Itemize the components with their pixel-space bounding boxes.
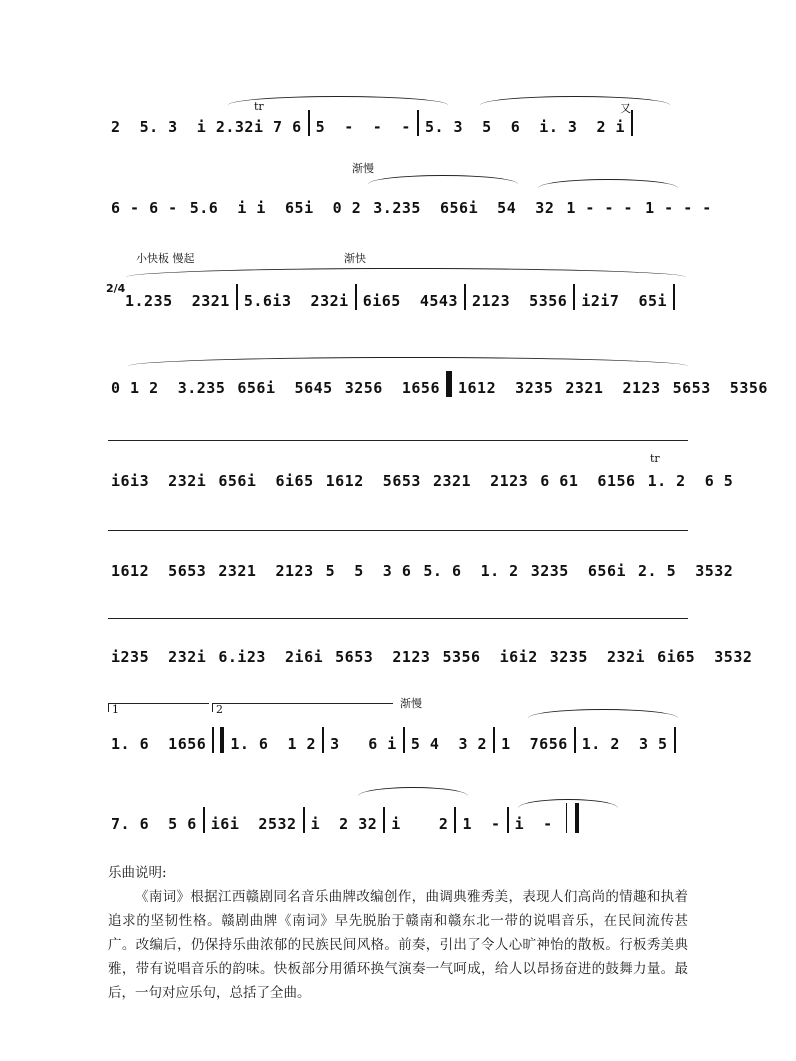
barline [417, 110, 419, 136]
measure: 2321 2123 [432, 472, 529, 490]
time-signature: 2/4 [106, 282, 126, 295]
barline [308, 110, 310, 136]
measure: 5356 i6i2 [442, 648, 538, 666]
measure: i6i3 232i [111, 472, 207, 490]
tempo-mark: 渐慢 [352, 162, 374, 175]
measure: 5 - - - [315, 118, 411, 136]
tempo-mark: 渐慢 [400, 697, 422, 710]
measure: 6 61 6156 [540, 472, 636, 490]
music-explanation [108, 861, 688, 1005]
measure: 1. 6 1 2 [230, 735, 317, 753]
measure: 3.235 656i 54 32 [373, 199, 555, 217]
score-line-6 [108, 538, 734, 588]
barline [303, 807, 305, 833]
measure: 6i65 3532 [657, 648, 753, 666]
volta-1-label: 1 [112, 703, 119, 716]
repeat-barline [446, 371, 452, 397]
measure: 1612 5653 [111, 562, 207, 580]
slur [528, 709, 678, 720]
measure: 1 - [462, 815, 501, 833]
measure: 1 - - - [566, 199, 634, 217]
volta-1-bracket [108, 703, 209, 712]
measure: 1612 5653 [325, 472, 421, 490]
score-line-9 [108, 785, 688, 840]
score-line-3 [108, 250, 688, 310]
measure: 1.235 2321 [125, 292, 230, 310]
slur [368, 175, 518, 186]
measure: 5 4 3 2 [410, 735, 488, 753]
barline [355, 284, 357, 310]
score-line-8 [108, 695, 688, 765]
barline [574, 727, 576, 753]
you-mark: 又 [620, 102, 631, 115]
measure: 5. 3 5 6 i. 3 2 i [424, 118, 626, 136]
barline [493, 727, 495, 753]
measure: 2123 5356 [472, 292, 568, 310]
barline [383, 807, 385, 833]
volta-2-label: 2 [216, 703, 223, 716]
measure: 6i65 4543 [362, 292, 458, 310]
measure: 3256 1656 [344, 379, 440, 397]
measure: 2321 2123 [218, 562, 314, 580]
tempo-mark: 渐快 [344, 252, 366, 265]
trill-mark: tr [650, 452, 660, 465]
phrase-rule [108, 440, 688, 441]
measure: i2i7 65i [581, 292, 668, 310]
trill-mark: tr [254, 100, 264, 113]
volta-2-bracket [212, 703, 393, 712]
barline [203, 807, 205, 833]
measure: 5 5 3 6 [325, 562, 412, 580]
slur [126, 268, 686, 279]
score-line-1 [108, 100, 688, 140]
measure: 656i 6i65 [218, 472, 314, 490]
measure: 5. 6 1. 2 [423, 562, 519, 580]
barline [403, 727, 405, 753]
measure: 5653 2123 [335, 648, 431, 666]
measure: 0 1 2 3.235 [111, 379, 226, 397]
measure: 5.6 i i 65i 0 2 [189, 199, 362, 217]
measure: i 2 32 [310, 815, 378, 833]
score-line-7 [108, 626, 753, 676]
measure: i6i 2532 [210, 815, 297, 833]
measure: 1 - - - [645, 199, 712, 217]
measure: 5.6i3 232i [243, 292, 349, 310]
score-line-4 [108, 355, 768, 405]
phrase-rule [108, 618, 688, 619]
barline [573, 284, 575, 310]
measure: 2. 5 3532 [638, 562, 734, 580]
final-barline [566, 803, 579, 833]
measure: 656i 5645 [237, 379, 333, 397]
measure: 2 5. 3 i 2.32i 7 6 [111, 118, 302, 136]
measure: i 2 [391, 815, 449, 833]
measure: i - [514, 815, 553, 833]
measure: 7. 6 5 6 [111, 815, 197, 833]
barline [454, 807, 456, 833]
measure: 1 7656 [501, 735, 568, 753]
repeat-end-barline [212, 727, 224, 753]
barline [631, 110, 633, 136]
measure: 1. 2 3 5 [581, 735, 668, 753]
barline [322, 727, 324, 753]
barline [674, 727, 676, 753]
measure: 1612 3235 [458, 379, 554, 397]
measure: 3235 656i [530, 562, 627, 580]
measure: 6.i23 2i6i [218, 648, 324, 666]
measure: 1. 6 1656 [111, 735, 207, 753]
measure: 6 - 6 - [111, 199, 178, 217]
slur [358, 787, 468, 798]
measure: 1. 2 6 5 [647, 472, 734, 490]
explanation-paragraph: 《南词》根据江西赣剧同名音乐曲牌改编创作，曲调典雅秀美，表现人们高尚的情趣和执着追求的坚韧性格。赣剧曲牌《南词》早先脱胎于赣南和赣东北一带的说唱音乐，在民间流传甚广。改编后，仍保持乐曲浓郁的民族民间风格。前奏，引出了令人心旷神怡的散板。行板秀美典雅，带有说唱音乐的韵味。快板部分用循环换气演奏一气呵成，给人以昂扬奋进的鼓舞力量。最后，一句对应乐句，总括了全曲。 [108, 889, 688, 1001]
explanation-heading: 乐曲说明: [108, 865, 167, 881]
measure: 2321 2123 [565, 379, 661, 397]
score-line-2 [108, 162, 712, 225]
barline [673, 284, 675, 310]
barline [464, 284, 466, 310]
tempo-mark: 小快板 慢起 [136, 252, 195, 265]
phrase-rule [108, 530, 688, 531]
score-line-5 [108, 450, 734, 500]
measure: i235 232i [111, 648, 207, 666]
measure: 5653 5356 [672, 379, 768, 397]
measure: 3235 232i [549, 648, 646, 666]
measure: 3 6 i [330, 735, 397, 753]
barline [236, 284, 238, 310]
barline [507, 807, 509, 833]
